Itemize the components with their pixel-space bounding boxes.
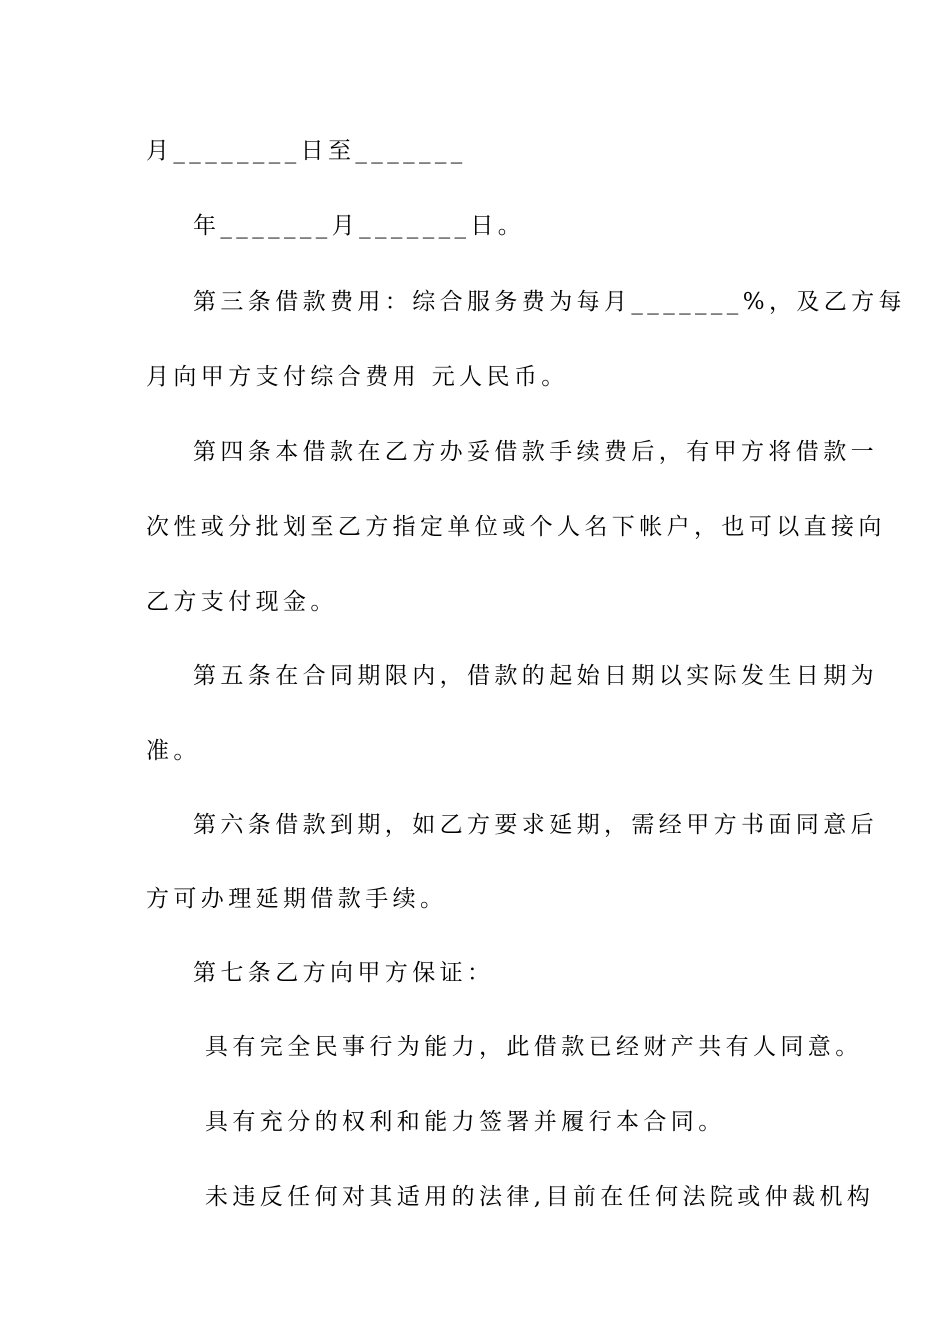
text-line-9: 准。 — [146, 738, 201, 764]
text-line-8: 第五条在合同期限内，借款的起始日期以实际发生日期为 — [193, 663, 878, 689]
text-line-1: 月________日至_______ — [146, 138, 467, 164]
text-line-14: 具有充分的权利和能力签署并履行本合同。 — [205, 1109, 726, 1135]
text-line-11: 方可办理延期借款手续。 — [146, 886, 448, 912]
text-line-6: 次性或分批划至乙方指定单位或个人名下帐户，也可以直接向 — [146, 514, 886, 540]
text-line-4: 月向甲方支付综合费用 元人民币。 — [146, 364, 569, 390]
text-line-12: 第七条乙方向甲方保证： — [193, 960, 495, 986]
text-line-15: 未违反任何对其适用的法律,目前在任何法院或仲裁机构 — [205, 1184, 875, 1210]
text-line-5: 第四条本借款在乙方办妥借款手续费后，有甲方将借款一 — [193, 439, 878, 465]
text-line-2: 年_______月_______日。 — [193, 213, 526, 239]
text-line-7: 乙方支付现金。 — [146, 589, 338, 615]
text-line-10: 第六条借款到期，如乙方要求延期，需经甲方书面同意后 — [193, 812, 878, 838]
text-line-13: 具有完全民事行为能力，此借款已经财产共有人同意。 — [205, 1034, 863, 1060]
text-line-3: 第三条借款费用：综合服务费为每月_______%，及乙方每 — [193, 289, 906, 315]
